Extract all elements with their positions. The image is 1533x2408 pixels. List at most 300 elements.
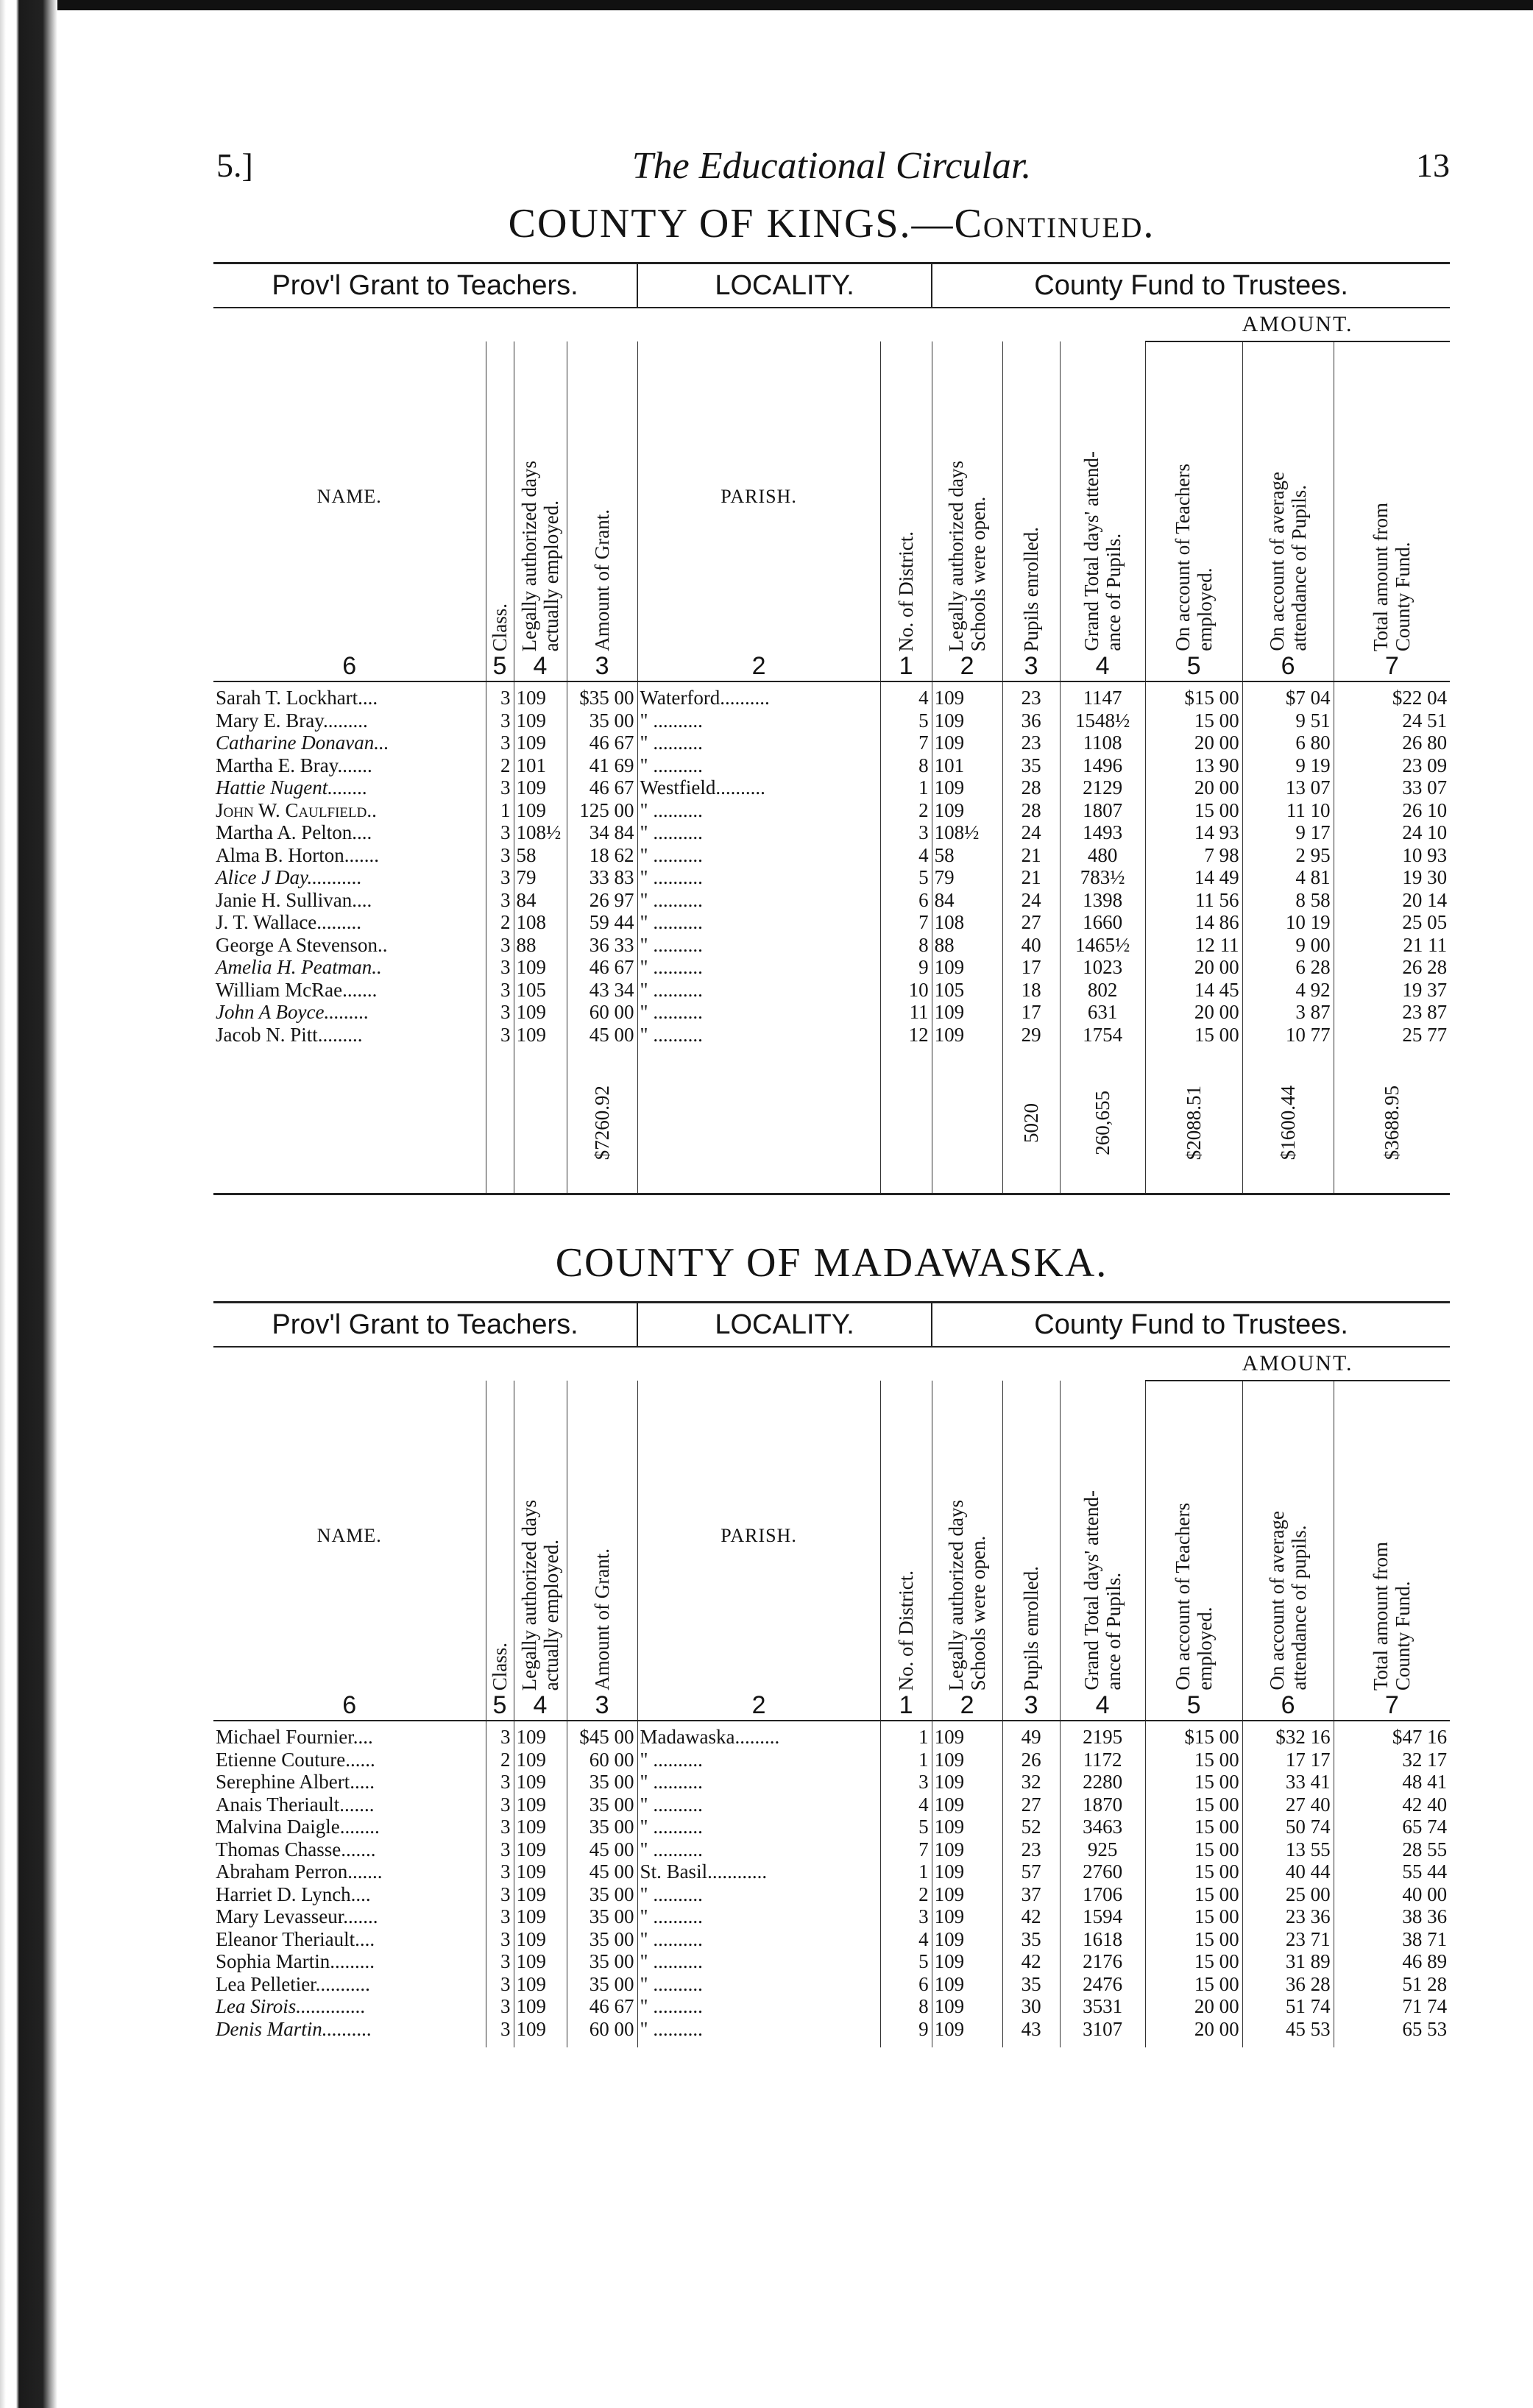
cell-teach: 15 00 xyxy=(1145,1973,1242,1996)
table-row xyxy=(213,934,1450,957)
cell-grant: 43 34 xyxy=(567,979,637,1002)
cell-attend: 1706 xyxy=(1060,1883,1145,1906)
cell-dist: 4 xyxy=(880,844,932,867)
cell-pupils: 29 xyxy=(1002,1024,1060,1054)
cell-dist: 4 xyxy=(880,1793,932,1816)
cell-open: 109 xyxy=(932,1001,1002,1024)
cell-dist: 3 xyxy=(880,821,932,844)
district-header-wrap xyxy=(881,1381,932,1690)
parish-header xyxy=(637,1381,880,1690)
cell-teach: 20 00 xyxy=(1145,956,1242,979)
kings-table xyxy=(213,262,1450,1195)
cell-total: 21 11 xyxy=(1334,934,1450,957)
cell-avg: 23 36 xyxy=(1242,1905,1334,1928)
cell-pupils: 26 xyxy=(1002,1749,1060,1771)
cell-name: Malvina Daigle........ xyxy=(216,1816,380,1838)
cell-attend: 3463 xyxy=(1060,1816,1145,1838)
cell-parish: " .......... xyxy=(637,844,880,867)
cell-total: 38 36 xyxy=(1334,1905,1450,1928)
cell-cls: 1 xyxy=(486,799,514,822)
cell-grant: 33 83 xyxy=(567,866,637,889)
table-row xyxy=(213,889,1450,912)
total-amount-header-wrap xyxy=(1334,342,1451,651)
cell-cls: 3 xyxy=(486,1928,514,1951)
cell-teach: 15 00 xyxy=(1145,1950,1242,1973)
cell-dist: 4 xyxy=(880,681,932,709)
cell-pupils: 35 xyxy=(1002,1973,1060,1996)
table-row xyxy=(213,956,1450,979)
class-header-text: Class. xyxy=(489,1642,511,1690)
average-account-header-text: On account of average attendance of Pupils. xyxy=(1266,472,1311,651)
cell-name: Mary Levasseur....... xyxy=(216,1905,378,1927)
cell-days: 109 xyxy=(514,1950,567,1973)
total-attend xyxy=(1060,1053,1145,1194)
name-header xyxy=(213,341,486,651)
total-avg xyxy=(1242,1053,1334,1194)
cell-pupils: 23 xyxy=(1002,732,1060,754)
cell-avg: 23 71 xyxy=(1242,1928,1334,1951)
cell-open: 88 xyxy=(932,934,1002,957)
column-number: 4 xyxy=(1060,1690,1145,1721)
cell-avg: 6 80 xyxy=(1242,732,1334,754)
cell-cls: 3 xyxy=(486,1001,514,1024)
cell-teach: 15 00 xyxy=(1145,1838,1242,1861)
cell-parish: " .......... xyxy=(637,866,880,889)
cell-pupils: 36 xyxy=(1002,709,1060,732)
cell-days: 109 xyxy=(514,1905,567,1928)
cell-total: 24 10 xyxy=(1334,821,1450,844)
cell-name: Sarah T. Lockhart.... xyxy=(216,687,378,709)
cell-grant: 45 00 xyxy=(567,1838,637,1861)
cell-grant: 35 00 xyxy=(567,1793,637,1816)
cell-days: 109 xyxy=(514,799,567,822)
cell-name: Anais Theriault....... xyxy=(216,1793,375,1816)
cell-total: 51 28 xyxy=(1334,1973,1450,1996)
table-row xyxy=(213,1024,1450,1054)
cell-pupils: 23 xyxy=(1002,681,1060,709)
cell-parish: " .......... xyxy=(637,1973,880,1996)
cell-pupils: 43 xyxy=(1002,2018,1060,2048)
attendance-header-wrap xyxy=(1061,1381,1145,1690)
cell-parish: " .......... xyxy=(637,1838,880,1861)
cell-attend: 783½ xyxy=(1060,866,1145,889)
teachers-account-header xyxy=(1145,341,1242,651)
cell-attend: 3531 xyxy=(1060,1995,1145,2018)
cell-cls: 3 xyxy=(486,1816,514,1838)
parish-header-text: PARISH. xyxy=(721,1525,797,1546)
cell-parish: " .......... xyxy=(637,1793,880,1816)
cell-total: 20 14 xyxy=(1334,889,1450,912)
grant-amount-header-text: Amount of Grant. xyxy=(591,509,614,651)
column-number: 4 xyxy=(514,651,567,681)
cell-cls: 3 xyxy=(486,1860,514,1883)
cell-grant: 60 00 xyxy=(567,2018,637,2048)
cell-pupils: 40 xyxy=(1002,934,1060,957)
cell-total: 65 74 xyxy=(1334,1816,1450,1838)
cell-teach: 15 00 xyxy=(1145,1928,1242,1951)
cell-teach: 20 00 xyxy=(1145,1995,1242,2018)
group-prov-grant: Prov'l Grant to Teachers. xyxy=(213,263,637,308)
cell-avg: 9 19 xyxy=(1242,754,1334,777)
total-avg-value: $1600.44 xyxy=(1276,1086,1299,1161)
kings-title-main: COUNTY OF KINGS.— xyxy=(508,201,955,247)
cell-grant: 46 67 xyxy=(567,1995,637,2018)
column-number: 3 xyxy=(567,1690,637,1721)
cell-grant: 34 84 xyxy=(567,821,637,844)
cell-days: 109 xyxy=(514,1001,567,1024)
page-top-edge xyxy=(0,0,1533,10)
running-header xyxy=(213,140,1450,191)
total-amount-header xyxy=(1334,341,1450,651)
cell-total: 24 51 xyxy=(1334,709,1450,732)
cell-attend: 1496 xyxy=(1060,754,1145,777)
cell-total: 23 09 xyxy=(1334,754,1450,777)
days-employed-header-wrap xyxy=(514,342,567,651)
cell-days: 109 xyxy=(514,1771,567,1793)
cell-pupils: 37 xyxy=(1002,1883,1060,1906)
cell-attend: 1618 xyxy=(1060,1928,1145,1951)
cell-open: 109 xyxy=(932,1883,1002,1906)
attendance-header xyxy=(1060,341,1145,651)
cell-avg: $32 16 xyxy=(1242,1721,1334,1749)
cell-avg: 51 74 xyxy=(1242,1995,1334,2018)
column-number: 5 xyxy=(1145,1690,1242,1721)
cell-days: 88 xyxy=(514,934,567,957)
table-row xyxy=(213,1973,1450,1996)
cell-days: 105 xyxy=(514,979,567,1002)
cell-cls: 3 xyxy=(486,1995,514,2018)
madawaska-county-title: COUNTY OF MADAWASKA. xyxy=(555,1240,1108,1286)
cell-dist: 8 xyxy=(880,934,932,957)
cell-grant: 46 67 xyxy=(567,776,637,799)
district-header xyxy=(880,1381,932,1690)
table-row xyxy=(213,1950,1450,1973)
teachers-account-header-wrap xyxy=(1146,342,1242,651)
cell-days: 109 xyxy=(514,1721,567,1749)
column-number: 4 xyxy=(1060,651,1145,681)
cell-dist: 6 xyxy=(880,889,932,912)
table-row xyxy=(213,776,1450,799)
group-header-row xyxy=(213,263,1450,308)
cell-pupils: 28 xyxy=(1002,799,1060,822)
cell-dist: 5 xyxy=(880,709,932,732)
cell-avg: 9 17 xyxy=(1242,821,1334,844)
cell-name: Lea Sirois.............. xyxy=(216,1995,366,2017)
madawaska-data-table xyxy=(213,1301,1450,2047)
column-number-row xyxy=(213,1690,1450,1721)
cell-total: 71 74 xyxy=(1334,1995,1450,2018)
average-account-header-text: On account of average attendance of pupils. xyxy=(1266,1511,1311,1690)
cell-pupils: 28 xyxy=(1002,776,1060,799)
cell-teach: 15 00 xyxy=(1145,1883,1242,1906)
cell-pupils: 57 xyxy=(1002,1860,1060,1883)
grant-amount-header-text: Amount of Grant. xyxy=(591,1548,614,1690)
attendance-header-text: Grand Total days' attend- ance of Pupils. xyxy=(1080,451,1125,651)
cell-open: 109 xyxy=(932,1860,1002,1883)
cell-open: 58 xyxy=(932,844,1002,867)
cell-avg: 40 44 xyxy=(1242,1860,1334,1883)
class-header xyxy=(486,341,514,651)
amount-label: AMOUNT. xyxy=(1145,308,1450,341)
column-number: 6 xyxy=(1242,1690,1334,1721)
cell-open: 79 xyxy=(932,866,1002,889)
cell-avg: 4 81 xyxy=(1242,866,1334,889)
cell-teach: 20 00 xyxy=(1145,732,1242,754)
column-number: 2 xyxy=(932,1690,1002,1721)
total-pupils xyxy=(1002,1053,1060,1194)
days-open-header-wrap xyxy=(932,342,1002,651)
cell-open: 109 xyxy=(932,956,1002,979)
cell-cls: 3 xyxy=(486,1950,514,1973)
cell-total: 23 87 xyxy=(1334,1001,1450,1024)
cell-name: Alice J Day........... xyxy=(216,866,362,888)
cell-open: 109 xyxy=(932,732,1002,754)
cell-pupils: 42 xyxy=(1002,1905,1060,1928)
cell-attend: 1594 xyxy=(1060,1905,1145,1928)
cell-teach: 15 00 xyxy=(1145,1905,1242,1928)
cell-attend: 1493 xyxy=(1060,821,1145,844)
cell-total: 42 40 xyxy=(1334,1793,1450,1816)
total-blank xyxy=(514,1053,567,1194)
cell-pupils: 27 xyxy=(1002,911,1060,934)
amount-header-row xyxy=(213,308,1450,341)
total-teach-value: $2088.51 xyxy=(1182,1086,1205,1161)
cell-total: 40 00 xyxy=(1334,1883,1450,1906)
cell-cls: 3 xyxy=(486,844,514,867)
cell-total: 26 28 xyxy=(1334,956,1450,979)
group-prov-grant: Prov'l Grant to Teachers. xyxy=(213,1303,637,1348)
cell-parish: " .......... xyxy=(637,754,880,777)
cell-teach: 15 00 xyxy=(1145,1024,1242,1054)
cell-avg: 9 00 xyxy=(1242,934,1334,957)
column-number: 5 xyxy=(1145,651,1242,681)
cell-dist: 10 xyxy=(880,979,932,1002)
cell-pupils: 17 xyxy=(1002,1001,1060,1024)
kings-title-continued: Continued. xyxy=(954,201,1155,247)
cell-days: 109 xyxy=(514,1995,567,2018)
cell-pupils: 24 xyxy=(1002,821,1060,844)
cell-total: 65 53 xyxy=(1334,2018,1450,2048)
total-teach xyxy=(1145,1053,1242,1194)
table-row xyxy=(213,979,1450,1002)
cell-parish: " .......... xyxy=(637,732,880,754)
cell-pupils: 21 xyxy=(1002,844,1060,867)
cell-dist: 5 xyxy=(880,1950,932,1973)
cell-days: 109 xyxy=(514,1883,567,1906)
cell-attend: 1548½ xyxy=(1060,709,1145,732)
table-row xyxy=(213,911,1450,934)
cell-open: 109 xyxy=(932,1950,1002,1973)
cell-cls: 3 xyxy=(486,1771,514,1793)
cell-teach: 20 00 xyxy=(1145,776,1242,799)
total-grant xyxy=(567,1053,637,1194)
cell-name: Mary E. Bray......... xyxy=(216,709,368,732)
cell-cls: 3 xyxy=(486,956,514,979)
group-header-row xyxy=(213,1303,1450,1348)
cell-grant: 35 00 xyxy=(567,1973,637,1996)
table-row xyxy=(213,754,1450,777)
cell-cls: 3 xyxy=(486,889,514,912)
cell-teach: 14 45 xyxy=(1145,979,1242,1002)
cell-pupils: 49 xyxy=(1002,1721,1060,1749)
amount-label: AMOUNT. xyxy=(1145,1347,1450,1381)
cell-days: 109 xyxy=(514,1838,567,1861)
cell-pupils: 23 xyxy=(1002,1838,1060,1861)
cell-total: 28 55 xyxy=(1334,1838,1450,1861)
cell-parish: " .......... xyxy=(637,1771,880,1793)
cell-name: George A Stevenson.. xyxy=(216,933,388,956)
table-row xyxy=(213,709,1450,732)
column-number: 6 xyxy=(213,651,486,681)
pupils-header xyxy=(1002,1381,1060,1690)
cell-teach: 7 98 xyxy=(1145,844,1242,867)
cell-dist: 1 xyxy=(880,776,932,799)
table-row xyxy=(213,732,1450,754)
kings-county-title xyxy=(213,200,1450,247)
cell-attend: 1147 xyxy=(1060,681,1145,709)
cell-grant: 46 67 xyxy=(567,956,637,979)
cell-teach: 13 90 xyxy=(1145,754,1242,777)
cell-teach: 15 00 xyxy=(1145,1860,1242,1883)
cell-attend: 2280 xyxy=(1060,1771,1145,1793)
grant-amount-header-wrap xyxy=(567,1381,637,1690)
total-amount-header-text: Total amount from County Fund. xyxy=(1370,502,1415,651)
cell-pupils: 42 xyxy=(1002,1950,1060,1973)
district-header xyxy=(880,341,932,651)
cell-grant: 35 00 xyxy=(567,1816,637,1838)
cell-name: J. T. Wallace......... xyxy=(216,911,362,933)
page-number: 13 xyxy=(1416,146,1450,184)
cell-parish: " .......... xyxy=(637,1995,880,2018)
group-county-fund: County Fund to Trustees. xyxy=(932,1303,1450,1348)
pupils-header-text: Pupils enrolled. xyxy=(1020,526,1043,651)
cell-attend: 1465½ xyxy=(1060,934,1145,957)
cell-attend: 2476 xyxy=(1060,1973,1145,1996)
cell-open: 109 xyxy=(932,681,1002,709)
cell-open: 109 xyxy=(932,1816,1002,1838)
cell-dist: 2 xyxy=(880,1883,932,1906)
teachers-account-header-text: On account of Teachers employed. xyxy=(1172,464,1217,651)
days-employed-header xyxy=(514,341,567,651)
average-account-header-wrap xyxy=(1243,342,1334,651)
cell-teach: 15 00 xyxy=(1145,1793,1242,1816)
name-header-text: NAME. xyxy=(316,1525,382,1546)
cell-dist: 7 xyxy=(880,732,932,754)
cell-attend: 1660 xyxy=(1060,911,1145,934)
cell-parish: " .......... xyxy=(637,799,880,822)
cell-name: Catharine Donavan... xyxy=(216,732,389,754)
cell-teach: 14 49 xyxy=(1145,866,1242,889)
cell-attend: 1172 xyxy=(1060,1749,1145,1771)
class-header-wrap xyxy=(486,1381,514,1690)
cell-name: William McRae....... xyxy=(216,978,378,1001)
cell-grant: 45 00 xyxy=(567,1024,637,1054)
cell-open: 84 xyxy=(932,889,1002,912)
cell-parish: " .......... xyxy=(637,821,880,844)
cell-avg: 45 53 xyxy=(1242,2018,1334,2048)
cell-teach: $15 00 xyxy=(1145,681,1242,709)
name-header xyxy=(213,1381,486,1690)
days-open-header-text: Legally authorized days Schools were open. xyxy=(945,1499,990,1690)
cell-pupils: 17 xyxy=(1002,956,1060,979)
table-row xyxy=(213,821,1450,844)
cell-parish: " .......... xyxy=(637,1883,880,1906)
cell-parish: " .......... xyxy=(637,2018,880,2048)
cell-name: Harriet D. Lynch.... xyxy=(216,1883,371,1905)
column-number: 1 xyxy=(880,651,932,681)
grant-amount-header xyxy=(567,1381,637,1690)
table-row xyxy=(213,1883,1450,1906)
column-number: 7 xyxy=(1334,651,1450,681)
table-row xyxy=(213,1905,1450,1928)
column-number: 1 xyxy=(880,1690,932,1721)
table-row xyxy=(213,1838,1450,1861)
cell-open: 105 xyxy=(932,979,1002,1002)
cell-days: 109 xyxy=(514,1749,567,1771)
cell-parish: " .......... xyxy=(637,1905,880,1928)
cell-pupils: 27 xyxy=(1002,1793,1060,1816)
cell-total: 25 05 xyxy=(1334,911,1450,934)
cell-parish: Waterford.......... xyxy=(637,681,880,709)
cell-cls: 3 xyxy=(486,732,514,754)
pupils-header-text: Pupils enrolled. xyxy=(1020,1565,1043,1690)
cell-cls: 3 xyxy=(486,709,514,732)
cell-attend: 2760 xyxy=(1060,1860,1145,1883)
cell-avg: 6 28 xyxy=(1242,956,1334,979)
cell-cls: 3 xyxy=(486,2018,514,2048)
cell-open: 109 xyxy=(932,1928,1002,1951)
cell-dist: 8 xyxy=(880,1995,932,2018)
cell-open: 109 xyxy=(932,1905,1002,1928)
cell-grant: 35 00 xyxy=(567,1905,637,1928)
total-pupils-value: 5020 xyxy=(1019,1103,1042,1143)
cell-grant: 35 00 xyxy=(567,709,637,732)
cell-grant: 60 00 xyxy=(567,1001,637,1024)
cell-cls: 2 xyxy=(486,911,514,934)
cell-name: Janie H. Sullivan.... xyxy=(216,888,372,911)
cell-open: 109 xyxy=(932,1024,1002,1054)
days-open-header-wrap xyxy=(932,1381,1002,1690)
column-number-row xyxy=(213,651,1450,681)
column-number: 2 xyxy=(637,1690,880,1721)
madawaska-table xyxy=(213,1301,1450,2047)
average-account-header xyxy=(1242,341,1334,651)
cell-pupils: 30 xyxy=(1002,1995,1060,2018)
cell-days: 109 xyxy=(514,709,567,732)
cell-dist: 9 xyxy=(880,956,932,979)
column-number: 5 xyxy=(486,651,514,681)
cell-grant: 59 44 xyxy=(567,911,637,934)
cell-avg: 33 41 xyxy=(1242,1771,1334,1793)
cell-days: 58 xyxy=(514,844,567,867)
publication-title: The Educational Circular. xyxy=(631,145,1032,187)
cell-parish: " .......... xyxy=(637,889,880,912)
cell-cls: 3 xyxy=(486,776,514,799)
cell-parish: " .......... xyxy=(637,1749,880,1771)
cell-name: Denis Martin.......... xyxy=(216,2017,372,2040)
cell-total: 46 89 xyxy=(1334,1950,1450,1973)
amount-row-spacer xyxy=(213,1347,1145,1381)
cell-days: 84 xyxy=(514,889,567,912)
cell-cls: 3 xyxy=(486,821,514,844)
column-header-row xyxy=(213,1381,1450,1690)
cell-pupils: 35 xyxy=(1002,1928,1060,1951)
cell-pupils: 24 xyxy=(1002,889,1060,912)
cell-dist: 7 xyxy=(880,1838,932,1861)
cell-avg: 2 95 xyxy=(1242,844,1334,867)
total-amount-header xyxy=(1334,1381,1450,1690)
column-number: 2 xyxy=(637,651,880,681)
